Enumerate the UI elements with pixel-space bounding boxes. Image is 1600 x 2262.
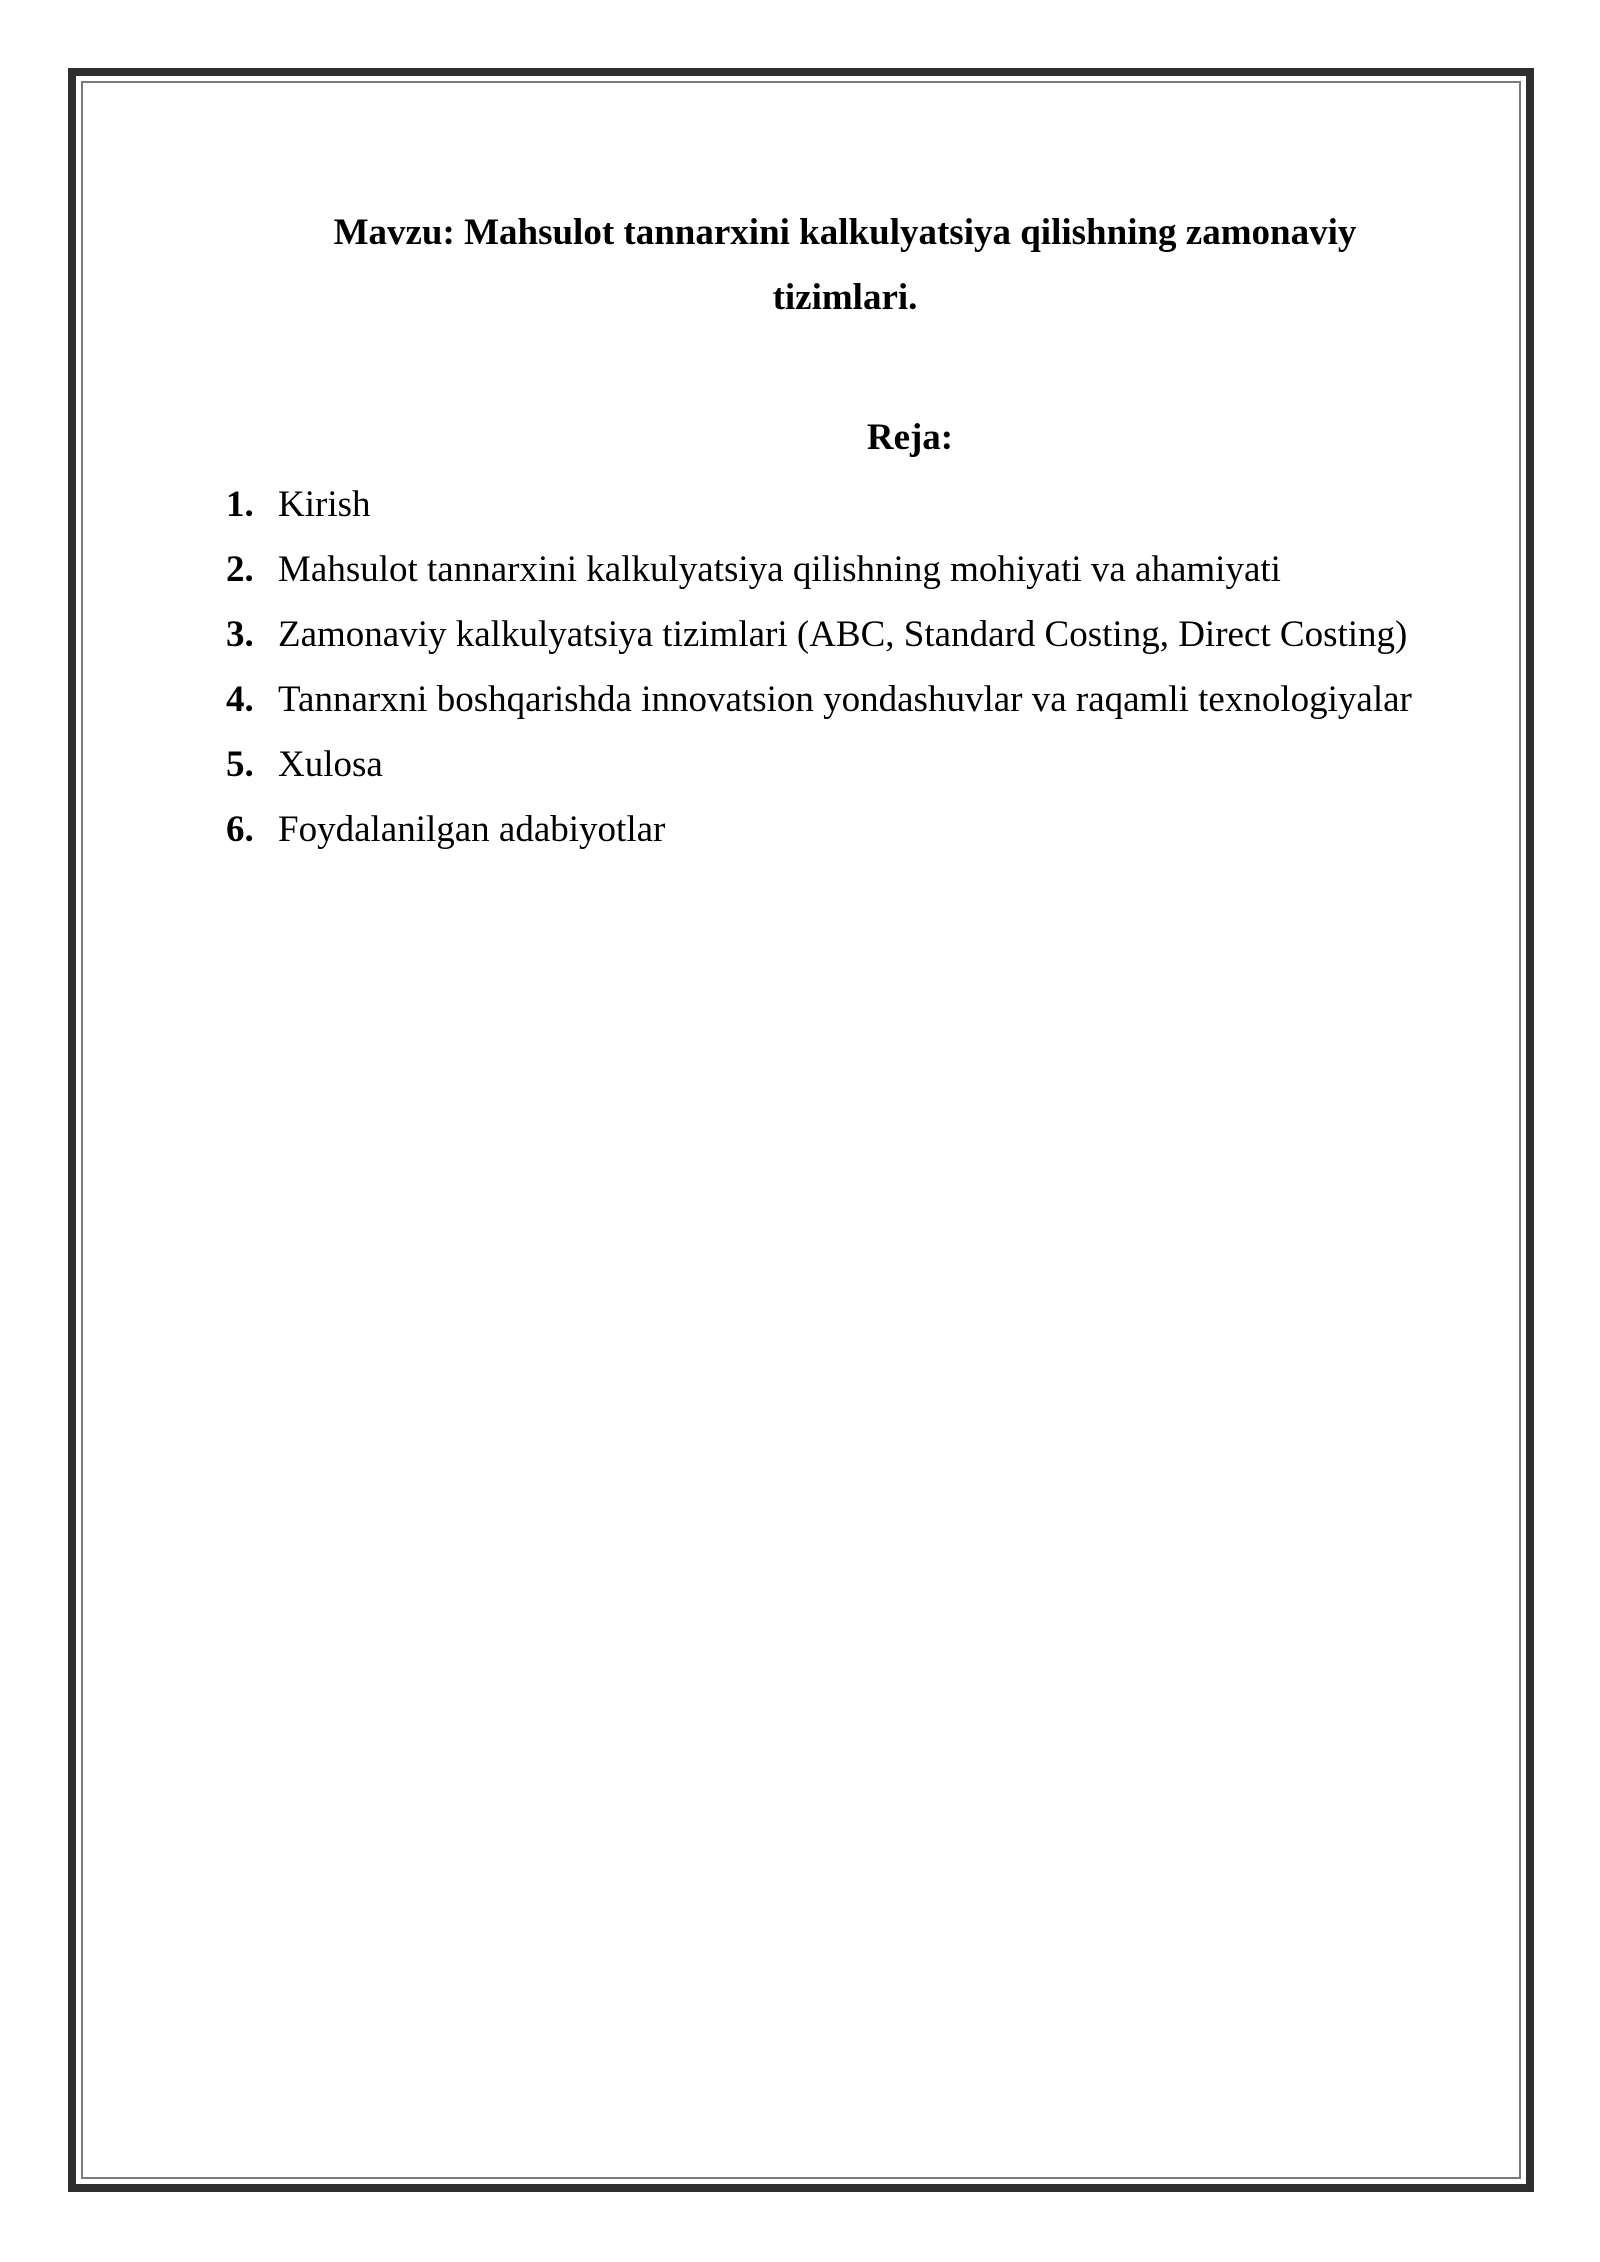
page-border-inner [81,81,1521,2179]
plan-heading: Reja: [866,417,954,458]
title-line-1: Mavzu: Mahsulot tannarxini kalkulyatsiya qilishning zamonaviy [333,212,1357,253]
plan-list [226,472,1412,862]
plan-item-6 [226,797,1412,862]
plan-item-number: 2. [226,549,254,590]
document-title [230,200,1460,330]
plan-item-text: Tannarxni boshqarishda innovatsion yondashuvlar va raqamli texnologiyalar [278,679,1412,720]
plan-item-1 [226,472,1412,537]
plan-item-2 [226,537,1412,602]
plan-item-5 [226,732,1412,797]
plan-item-text: Kirish [278,484,371,525]
title-line-2: tizimlari. [772,277,918,318]
plan-item-number: 5. [226,744,254,785]
plan-item-text: Zamonaviy kalkulyatsiya tizimlari (ABC, Standard Costing, Direct Costing) [278,614,1408,655]
plan-item-text: Foydalanilgan adabiyotlar [278,809,666,850]
plan-item-text: Mahsulot tannarxini kalkulyatsiya qilishning mohiyati va ahamiyati [278,549,1281,590]
plan-item-number: 3. [226,614,254,655]
plan-item-3 [226,602,1412,667]
plan-item-text: Xulosa [278,744,383,785]
plan-item-number: 4. [226,679,254,720]
plan-item-4 [226,667,1412,732]
page-border [68,68,1534,2192]
plan-item-number: 6. [226,809,254,850]
plan-item-number: 1. [226,484,254,525]
